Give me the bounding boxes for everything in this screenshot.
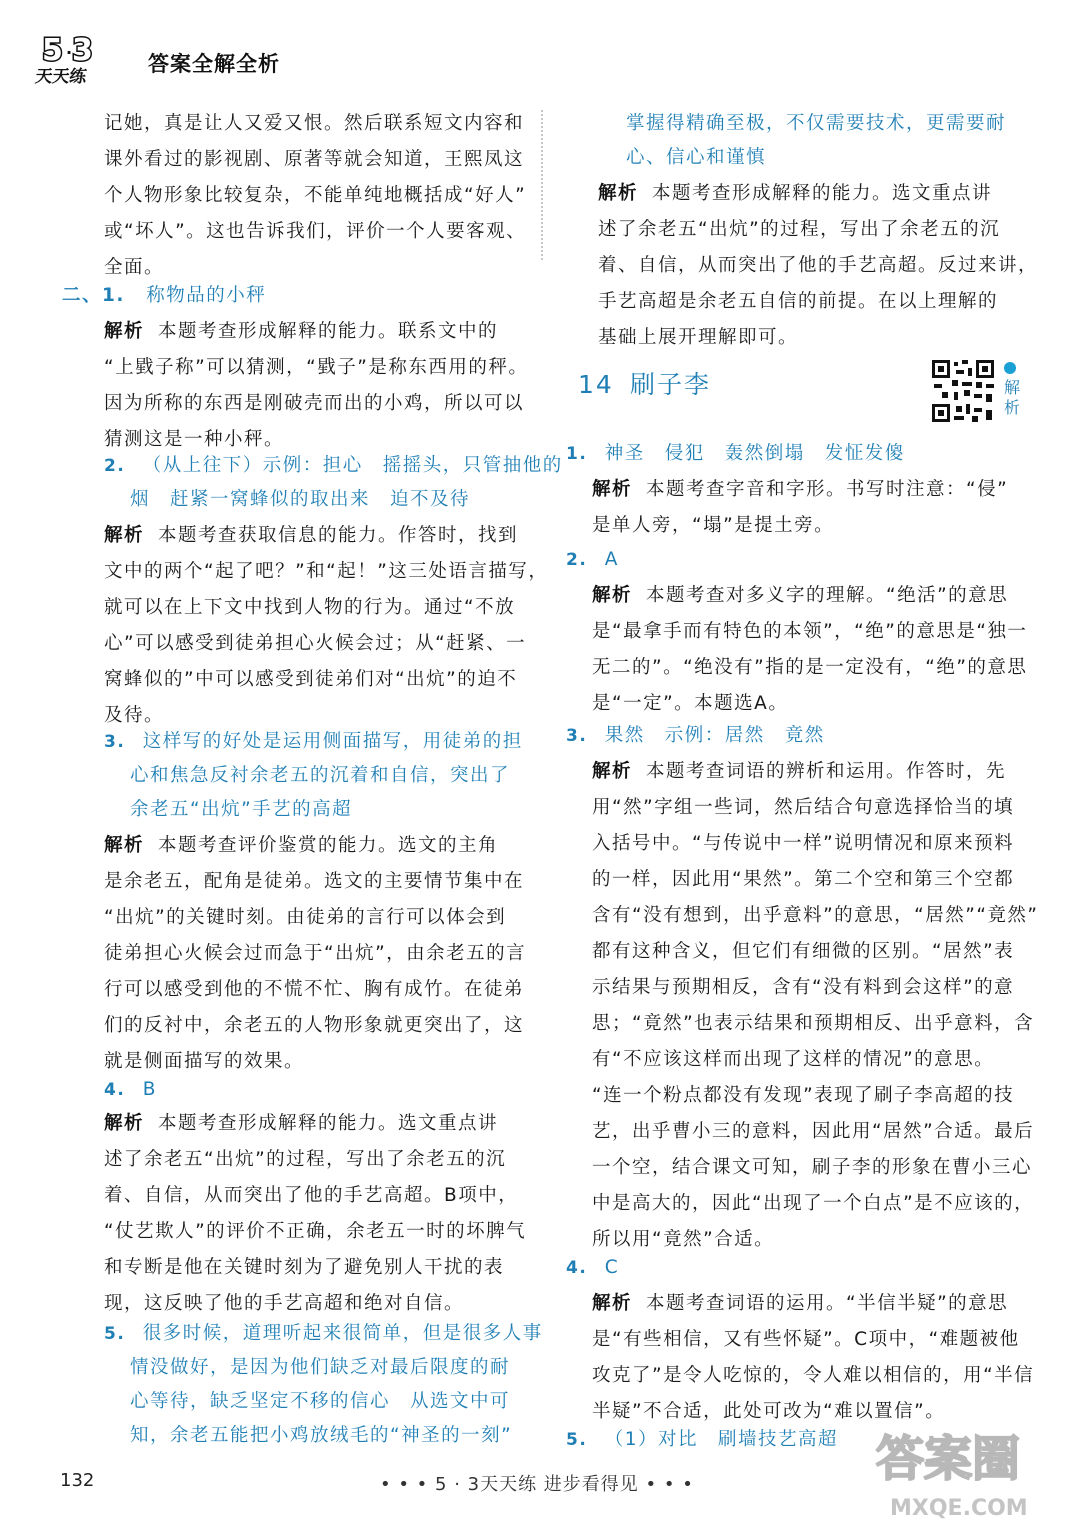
question-4 xyxy=(104,1072,157,1108)
analysis-text: 本题考查形成解释的能力。选文重点讲 xyxy=(158,1113,499,1134)
header-title: 答案全解全析 xyxy=(148,52,280,76)
question-number: 二、1. xyxy=(62,285,125,306)
question-number: 5. xyxy=(566,1430,588,1450)
question-5 xyxy=(104,1316,543,1352)
analysis-line: “仗艺欺人”的评价不正确，余老五一时的坏脾气 xyxy=(104,1221,527,1242)
analysis-line: 就是侧面描写的效果。 xyxy=(104,1051,305,1072)
analysis-line xyxy=(104,518,518,554)
answer-text: 掌握得精确至极，不仅需要技术，更需要耐 xyxy=(626,113,1007,134)
analysis-line xyxy=(104,828,498,864)
answer-text: 知，余老五能把小鸡放绒毛的“神圣的一刻” xyxy=(130,1425,513,1446)
analysis-line: 及待。 xyxy=(104,705,165,726)
analysis-line: 有“不应该这样而出现了这样的情况”的意思。 xyxy=(592,1049,995,1070)
lesson-heading xyxy=(578,365,711,401)
analysis-label: 解析 xyxy=(104,1113,145,1134)
analysis-text: 本题考查评价鉴赏的能力。选文的主角 xyxy=(158,835,499,856)
qr-code-icon[interactable] xyxy=(930,358,996,424)
question-number: 4. xyxy=(566,1258,588,1278)
analysis-line: 攻克了”是令人吃惊的，令人难以相信的，用“半信 xyxy=(592,1365,1035,1386)
analysis-line: “上戥子称”可以猜测，“戥子”是称东西用的秤。 xyxy=(104,357,529,378)
analysis-line: 的一样，因此用“果然”。第二个空和第三个空都 xyxy=(592,869,1015,890)
analysis-line: 含有“没有想到，出乎意料”的意思，“居然”“竟然” xyxy=(592,905,1039,926)
analysis-line xyxy=(592,472,1008,508)
answer-text: 心、信心和谨慎 xyxy=(626,147,767,168)
watermark xyxy=(870,1415,1050,1525)
text-line: 或“坏人”。这也告诉我们，评价一个人要客观、 xyxy=(104,221,527,242)
question-number: 3. xyxy=(566,726,588,746)
answer-text: 烟 赶紧一窝蜂似的取出来 迫不及待 xyxy=(130,489,471,510)
analysis-line: 一个空，结合课文可知，刷子李的形象在曹小三心 xyxy=(592,1157,1033,1178)
answer-text: （从上往下）示例：担心 摇摇头，只管抽他的 xyxy=(142,455,563,476)
analysis-label: 解析 xyxy=(104,525,145,546)
watermark-text: 答案圈 xyxy=(876,1431,1021,1487)
analysis-label: 解析 xyxy=(592,585,633,606)
analysis-line: 用“然”字组一些词，然后结合句意选择恰当的填 xyxy=(592,797,1015,818)
question-number: 2. xyxy=(566,550,588,570)
analysis-line: 述了余老五“出炕”的过程，写出了余老五的沉 xyxy=(104,1149,507,1170)
answer-text: （1）对比 刷墙技艺高超 xyxy=(604,1429,838,1450)
analysis-text: 本题考查获取信息的能力。作答时，找到 xyxy=(158,525,519,546)
analysis-line: 是余老五，配角是徒弟。选文的主要情节集中在 xyxy=(104,871,525,892)
text-line: 全面。 xyxy=(104,257,165,278)
r-question-5 xyxy=(566,1422,838,1458)
svg-text:3: 3 xyxy=(72,33,93,68)
question-number: 5. xyxy=(104,1324,126,1344)
text-line: 记她，真是让人又爱又恨。然后联系短文内容和 xyxy=(104,113,525,134)
analysis-line: “连一个粉点都没有发现”表现了刷子李高超的技 xyxy=(592,1085,1015,1106)
analysis-text: 本题考查形成解释的能力。选文重点讲 xyxy=(652,183,993,204)
analysis-line: 猜测这是一种小秤。 xyxy=(104,429,285,450)
analysis-text: 本题考查字音和字形。书写时注意：“侵” xyxy=(646,479,1009,500)
lesson-title: 刷子李 xyxy=(630,370,712,399)
analysis-line: 无二的”。“绝没有”指的是一定没有，“绝”的意思 xyxy=(592,657,1028,678)
analysis-line: 思；“竟然”也表示结果和预期相反、出乎意料，含 xyxy=(592,1013,1035,1034)
footer-slogan: • • • 5 · 3天天练 进步看得见 • • • xyxy=(380,1474,694,1495)
analysis-line: 徒弟担心火候会过而急于“出炕”，由余老五的言 xyxy=(104,943,527,964)
answer-text: 很多时候，道理听起来很简单，但是很多人事 xyxy=(142,1323,543,1344)
answer-text: 果然 示例：居然 竟然 xyxy=(604,725,825,746)
text-line: 个人物形象比较复杂，不能单纯地概括成“好人” xyxy=(104,185,527,206)
analysis-label: 解析 xyxy=(598,183,639,204)
lesson-number: 14 xyxy=(578,370,614,399)
r-question-2 xyxy=(566,542,619,578)
analysis-line xyxy=(592,754,1006,790)
question-number: 2. xyxy=(104,456,126,476)
analysis-line: 因为所称的东西是刚破壳而出的小鸡，所以可以 xyxy=(104,393,525,414)
analysis-line: 窝蜂似的”中可以感受到徒弟们对“出炕”的迫不 xyxy=(104,669,518,690)
answer-text: 情没做好，是因为他们缺乏对最后限度的耐 xyxy=(130,1357,511,1378)
watermark-url: MXQE.COM xyxy=(890,1496,1028,1521)
analysis-line: 艺，出乎曹小三的意料，因此用“居然”合适。最后 xyxy=(592,1121,1035,1142)
analysis-text: 本题考查形成解释的能力。联系文中的 xyxy=(158,321,499,342)
answer-text: 心和焦急反衬余老五的沉着和自信，突出了 xyxy=(130,765,511,786)
svg-text:.: . xyxy=(66,39,73,58)
answer-text: 心等待，缺乏坚定不移的信心 从选文中可 xyxy=(130,1391,511,1412)
analysis-line: 文中的两个“起了吧？”和“起！”这三处语言描写， xyxy=(104,561,549,582)
question-number: 1. xyxy=(566,444,588,464)
r-question-3 xyxy=(566,718,825,754)
analysis-line xyxy=(592,1286,1008,1322)
analysis-label: 解析 xyxy=(104,321,145,342)
analysis-line: 示结果与预期相反，含有“没有料到会这样”的意 xyxy=(592,977,1015,998)
analysis-line: 是单人旁，“塌”是提土旁。 xyxy=(592,515,835,536)
analysis-line: 基础上展开理解即可。 xyxy=(598,327,799,348)
analysis-line xyxy=(104,1106,498,1142)
analysis-line: 现，这反映了他的手艺高超和绝对自信。 xyxy=(104,1293,465,1314)
analysis-line: 入括号中。“与传说中一样”说明情况和原来预料 xyxy=(592,833,1015,854)
answer-text: 这样写的好处是运用侧面描写，用徒弟的担 xyxy=(142,731,523,752)
page-header xyxy=(33,28,1040,98)
analysis-line: 手艺高超是余老五自信的前提。在以上理解的 xyxy=(598,291,999,312)
analysis-line xyxy=(598,176,992,212)
question-2 xyxy=(104,448,563,484)
analysis-label: 解析 xyxy=(104,835,145,856)
analysis-line: 行可以感受到他的不慌不忙、胸有成竹。在徒弟 xyxy=(104,979,525,1000)
analysis-line xyxy=(592,578,1008,614)
svg-text:5: 5 xyxy=(42,33,63,68)
analysis-line: 和专断是他在关键时刻为了避免别人干扰的表 xyxy=(104,1257,505,1278)
analysis-text: 本题考查对多义字的理解。“绝活”的意思 xyxy=(646,585,1009,606)
text-line: 课外看过的影视剧、原著等就会知道，王熙凤这 xyxy=(104,149,525,170)
answer-text: 称物品的小秤 xyxy=(146,285,267,306)
play-icon xyxy=(1004,362,1016,374)
analysis-line: 中是高大的，因此“出现了一个白点”是不应该的， xyxy=(592,1193,1035,1214)
question-3 xyxy=(104,724,523,760)
svg-text:天天练: 天天练 xyxy=(33,67,88,87)
question-number: 3. xyxy=(104,732,126,752)
answer-text: A xyxy=(604,549,619,570)
analysis-line: 所以用“竟然”合适。 xyxy=(592,1229,775,1250)
analysis-label: 解析 xyxy=(592,479,633,500)
analysis-line: 就可以在上下文中找到人物的行为。通过“不放 xyxy=(104,597,516,618)
analysis-line: 述了余老五“出炕”的过程，写出了余老五的沉 xyxy=(598,219,1001,240)
answer-text: B xyxy=(142,1079,157,1100)
r-question-4 xyxy=(566,1250,619,1286)
analysis-label: 解析 xyxy=(592,761,633,782)
brand-logo xyxy=(33,30,126,87)
answer-text: 神圣 侵犯 轰然倒塌 发怔发傻 xyxy=(604,443,905,464)
analysis-line: 半疑”不合适，此处可改为“难以置信”。 xyxy=(592,1401,946,1422)
analysis-line: “出炕”的关键时刻。由徒弟的言行可以体会到 xyxy=(104,907,507,928)
analysis-line xyxy=(104,314,498,350)
analysis-line: 都有这种含义，但它们有细微的区别。“居然”表 xyxy=(592,941,1015,962)
analysis-label: 解析 xyxy=(592,1293,633,1314)
logo-53-icon xyxy=(33,30,126,87)
analysis-line: 是“最拿手而有特色的本领”，“绝”的意思是“独一 xyxy=(592,621,1028,642)
analysis-line: 心”可以感受到徒弟担心火候会过；从“赶紧、一 xyxy=(104,633,527,654)
analysis-line: 是“有些相信，又有些怀疑”。C项中，“难题被他 xyxy=(592,1329,1020,1350)
analysis-line: 着、自信，从而突出了他的手艺高超。B项中， xyxy=(104,1185,519,1206)
page-number: 132 xyxy=(60,1470,95,1491)
qr-label: 解析 xyxy=(1003,378,1020,417)
analysis-text: 本题考查词语的运用。“半信半疑”的意思 xyxy=(646,1293,1009,1314)
question-2-1 xyxy=(62,278,266,314)
analysis-line: 们的反衬中，余老五的人物形象就更突出了，这 xyxy=(104,1015,525,1036)
answer-text: 余老五“出炕”手艺的高超 xyxy=(130,799,353,820)
analysis-line: 是“一定”。本题选A。 xyxy=(592,693,789,714)
analysis-line: 着、自信，从而突出了他的手艺高超。反过来讲， xyxy=(598,255,1039,276)
r-question-1 xyxy=(566,436,905,472)
analysis-text: 本题考查词语的辨析和运用。作答时，先 xyxy=(646,761,1007,782)
column-divider xyxy=(541,110,545,260)
answer-text: C xyxy=(604,1257,620,1278)
question-number: 4. xyxy=(104,1080,126,1100)
